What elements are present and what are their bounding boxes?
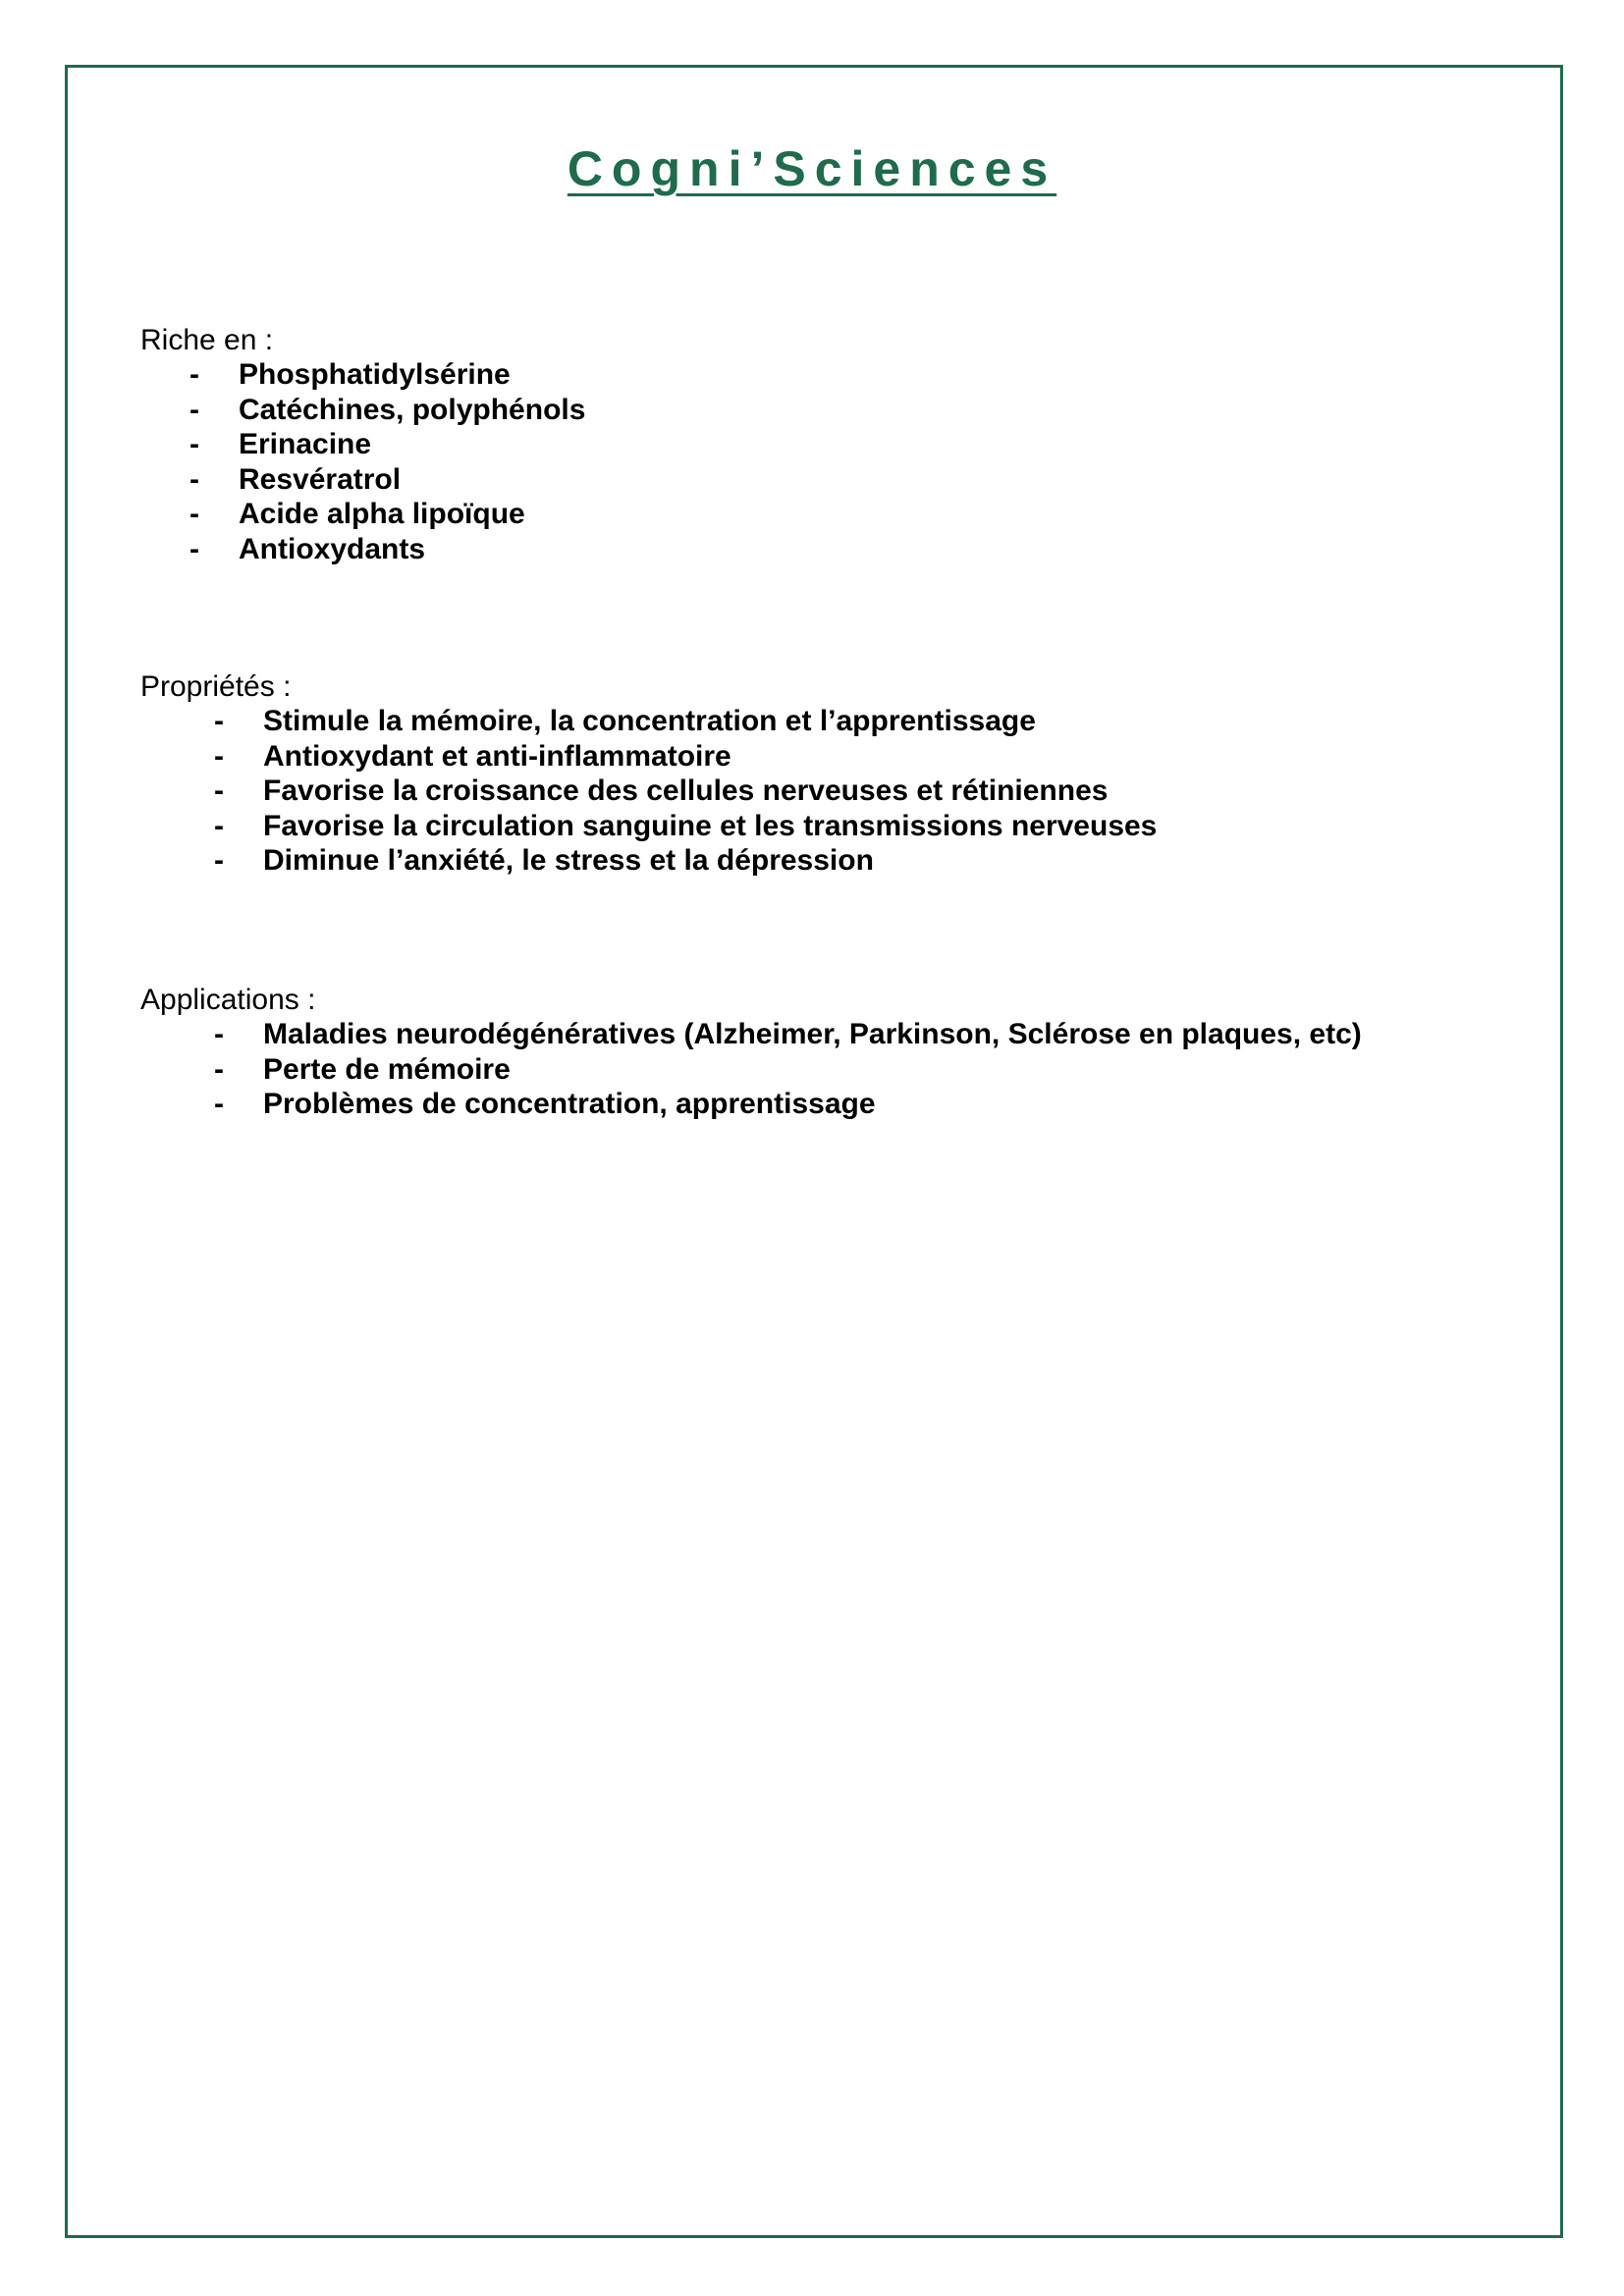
section-heading-riche-en: Riche en : <box>140 324 274 356</box>
list-item-text: Erinacine <box>239 428 372 460</box>
list-item <box>140 427 1515 462</box>
list-item-text: Stimule la mémoire, la concentration et l’apprentissage <box>263 705 1036 737</box>
list-riche-en <box>140 357 1515 566</box>
section-heading-applications: Applications : <box>140 984 316 1016</box>
bullet-dash: - <box>189 498 199 530</box>
bullet-dash: - <box>214 1088 224 1120</box>
bullet-dash: - <box>214 1018 224 1050</box>
list-applications <box>140 1017 1515 1122</box>
section-proprietes <box>140 669 1515 879</box>
list-item <box>140 1017 1515 1052</box>
list-item-text: Antioxydant et anti-inflammatoire <box>263 739 731 773</box>
list-proprietes <box>140 704 1515 879</box>
bullet-dash: - <box>189 532 199 565</box>
list-item-text: Maladies neurodégénératives (Alzheimer, Parkinson, Sclérose en plaques, etc) <box>263 1018 1362 1050</box>
section-riche-en <box>140 323 1515 566</box>
bullet-dash: - <box>214 809 224 842</box>
section-applications <box>140 983 1515 1122</box>
list-item-text: Favorise la croissance des cellules nerveuses et rétiniennes <box>263 774 1109 807</box>
list-item-text: Acide alpha lipoïque <box>239 498 525 530</box>
list-item-text: Phosphatidylsérine <box>239 358 511 391</box>
list-item <box>140 1052 1515 1088</box>
list-item <box>140 774 1515 809</box>
list-item-text: Resvératrol <box>239 462 402 496</box>
bullet-dash: - <box>189 393 199 426</box>
list-item <box>140 462 1515 498</box>
bullet-dash: - <box>214 774 224 807</box>
bullet-dash: - <box>189 428 199 460</box>
bullet-dash: - <box>214 1052 224 1086</box>
list-item-text: Problèmes de concentration, apprentissage <box>263 1088 876 1120</box>
list-item-text: Antioxydants <box>239 532 426 565</box>
list-item <box>140 532 1515 567</box>
list-item <box>140 1087 1515 1122</box>
document-title <box>0 141 1624 196</box>
list-item <box>140 393 1515 428</box>
list-item <box>140 497 1515 532</box>
bullet-dash: - <box>214 844 224 877</box>
bullet-dash: - <box>189 462 199 496</box>
section-heading-proprietes: Propriétés : <box>140 670 292 703</box>
bullet-dash: - <box>189 358 199 391</box>
list-item <box>140 357 1515 393</box>
list-item <box>140 704 1515 739</box>
list-item-text: Favorise la circulation sanguine et les transmissions nerveuses <box>263 809 1158 842</box>
list-item-text: Diminue l’anxiété, le stress et la dépression <box>263 844 874 877</box>
document-title-text: Cogni’Sciences <box>567 141 1057 196</box>
list-item <box>140 843 1515 879</box>
list-item-text: Catéchines, polyphénols <box>239 393 586 426</box>
list-item <box>140 809 1515 844</box>
list-item <box>140 739 1515 774</box>
bullet-dash: - <box>214 739 224 773</box>
bullet-dash: - <box>214 705 224 737</box>
list-item-text: Perte de mémoire <box>263 1052 511 1086</box>
